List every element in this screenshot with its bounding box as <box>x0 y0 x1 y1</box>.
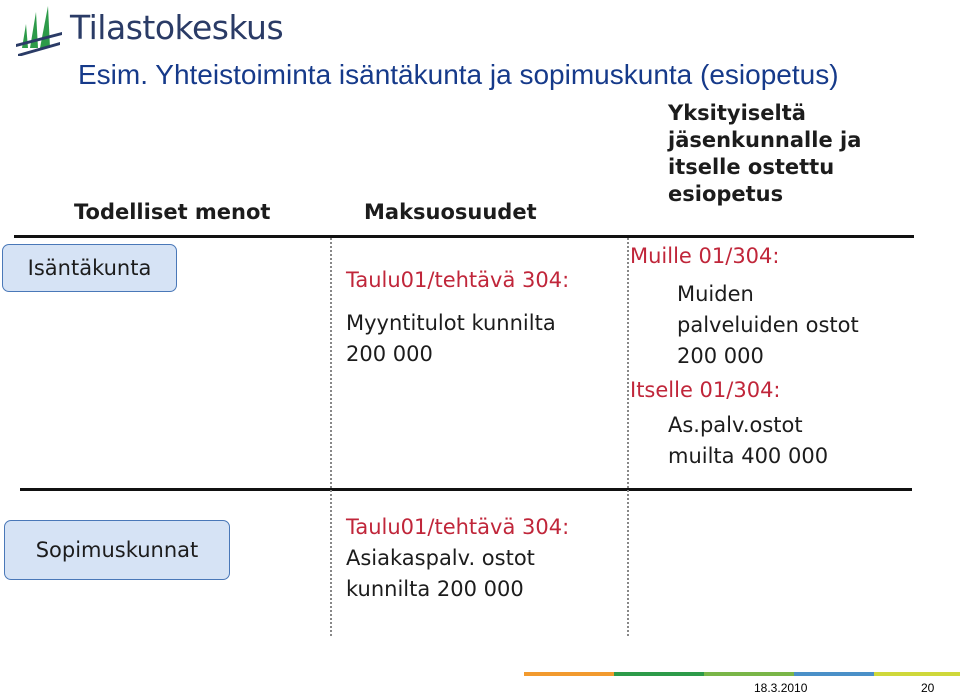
host-purchased-a2: palveluiden ostot <box>677 313 859 337</box>
host-purchased <box>630 241 930 472</box>
column-purchased <box>668 100 938 208</box>
footer-date: 18.3.2010 <box>754 681 808 695</box>
footer-bar-yellow <box>874 672 960 676</box>
host-payments <box>346 265 626 370</box>
column-purchased-line3: itselle ostettu <box>668 155 835 179</box>
column-payments: Maksuosuudet <box>364 200 537 224</box>
row-label-host: Isäntäkunta <box>2 244 177 292</box>
contract-payments-line2: kunnilta 200 000 <box>346 577 524 601</box>
contract-payments-line1: Asiakaspalv. ostot <box>346 546 535 570</box>
host-payments-line2: 200 000 <box>346 342 433 366</box>
page-title: Esim. Yhteistoiminta isäntäkunta ja sopimuskunta (esiopetus) <box>78 59 839 90</box>
logo-text: Tilastokeskus <box>70 8 284 47</box>
tilastokeskus-logo-icon <box>16 4 64 56</box>
contract-payments-ref: Taulu01/tehtävä 304: <box>346 515 570 539</box>
footer-bar-orange <box>524 672 614 676</box>
row-divider <box>20 488 912 491</box>
column-actual-expenses: Todelliset menot <box>74 200 271 224</box>
host-purchased-ref2: Itselle 01/304: <box>630 378 781 402</box>
host-purchased-a1: Muiden <box>677 282 754 306</box>
column-purchased-line2: jäsenkunnalle ja <box>668 128 862 152</box>
footer-bar-lightgreen <box>704 672 794 676</box>
host-payments-line1: Myyntitulot kunnilta <box>346 311 556 335</box>
footer-page-number: 20 <box>921 681 935 695</box>
column-divider-2 <box>627 238 629 636</box>
column-purchased-line1: Yksityiseltä <box>668 101 806 125</box>
header-divider <box>14 235 914 238</box>
host-purchased-b1: As.palv.ostot <box>668 413 803 437</box>
footer-bar-green <box>614 672 704 676</box>
contract-payments <box>346 512 626 605</box>
host-purchased-ref1: Muille 01/304: <box>630 244 780 268</box>
column-purchased-line4: esiopetus <box>668 182 784 206</box>
column-divider-1 <box>330 238 332 636</box>
host-purchased-b2: muilta 400 000 <box>668 444 829 468</box>
host-payments-ref: Taulu01/tehtävä 304: <box>346 268 570 292</box>
footer-bar-blue <box>794 672 874 676</box>
host-purchased-a3: 200 000 <box>677 344 764 368</box>
row-label-contract: Sopimuskunnat <box>4 520 230 580</box>
